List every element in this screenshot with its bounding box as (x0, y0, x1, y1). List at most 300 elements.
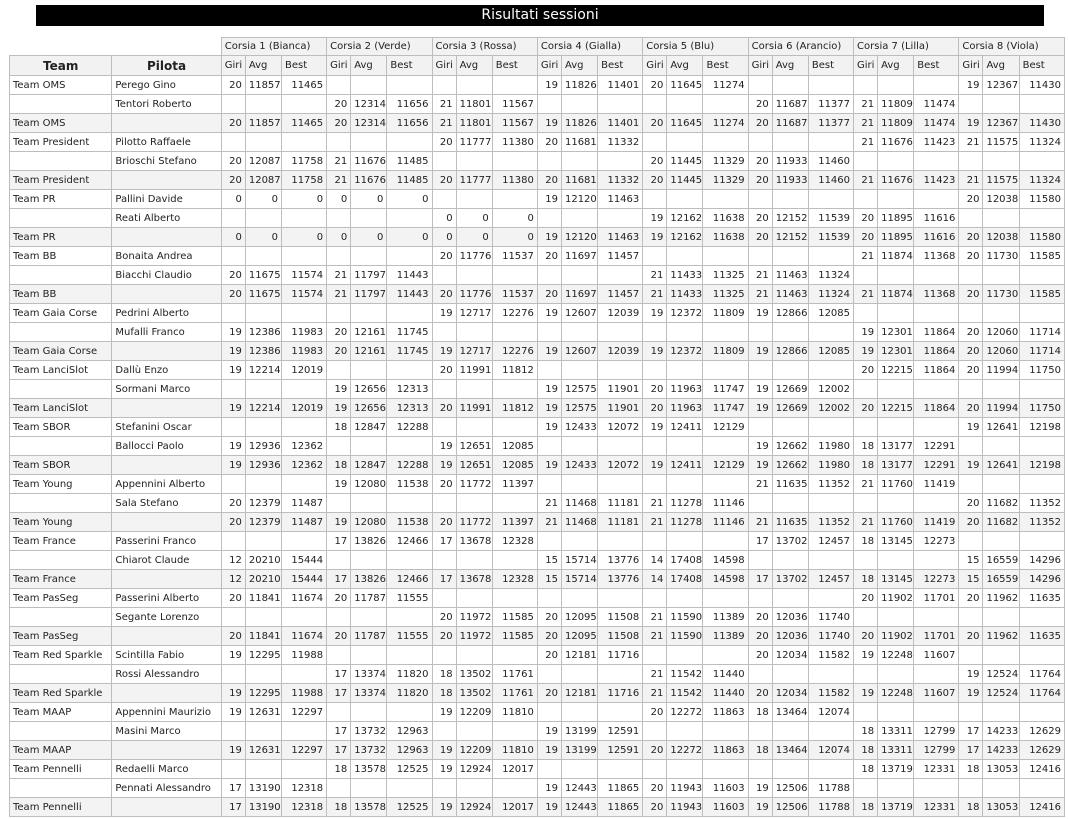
best-cell: 12362 (281, 456, 326, 475)
best-cell: 11430 (1019, 114, 1064, 133)
avg-cell (878, 779, 914, 798)
best-cell (598, 703, 643, 722)
best-cell: 12002 (808, 380, 853, 399)
laps-cell (748, 133, 772, 152)
team-cell: Team MAAP (10, 741, 112, 760)
avg-cell: 16559 (983, 570, 1019, 589)
best-cell: 11380 (492, 133, 537, 152)
best-cell: 11443 (387, 266, 432, 285)
laps-cell: 17 (327, 722, 351, 741)
avg-cell: 12295 (245, 646, 281, 665)
best-cell: 11607 (914, 684, 959, 703)
driver-row (10, 209, 1065, 228)
pilota-cell: Brioschi Stefano (112, 152, 221, 171)
best-cell: 12072 (598, 418, 643, 437)
avg-cell: 13464 (772, 703, 808, 722)
best-cell (703, 133, 748, 152)
best-cell (914, 665, 959, 684)
best-cell (598, 152, 643, 171)
best-cell: 11656 (387, 114, 432, 133)
laps-cell: 20 (959, 399, 983, 418)
avg-cell: 12036 (772, 608, 808, 627)
avg-cell (561, 152, 597, 171)
avg-cell: 11994 (983, 361, 1019, 380)
best-cell: 11419 (914, 513, 959, 532)
best-cell: 12085 (808, 342, 853, 361)
driver-row (10, 475, 1065, 494)
avg-cell: 11895 (878, 228, 914, 247)
best-cell (1019, 437, 1064, 456)
laps-cell: 19 (327, 399, 351, 418)
sub-column-header: Best (492, 56, 537, 76)
best-cell: 11761 (492, 665, 537, 684)
laps-cell (959, 380, 983, 399)
laps-cell: 21 (959, 133, 983, 152)
best-cell (598, 475, 643, 494)
best-cell: 11988 (281, 684, 326, 703)
best-cell: 11474 (914, 114, 959, 133)
best-cell: 11538 (387, 513, 432, 532)
avg-cell (561, 266, 597, 285)
laps-cell: 19 (748, 380, 772, 399)
laps-cell: 19 (537, 228, 561, 247)
pilota-cell: Reati Alberto (112, 209, 221, 228)
best-cell: 11674 (281, 589, 326, 608)
avg-cell: 11682 (983, 513, 1019, 532)
laps-cell: 20 (432, 608, 456, 627)
laps-cell (643, 475, 667, 494)
avg-cell: 12215 (878, 361, 914, 380)
best-cell: 11810 (492, 703, 537, 722)
best-cell (598, 589, 643, 608)
laps-cell: 19 (537, 399, 561, 418)
laps-cell: 20 (327, 589, 351, 608)
best-cell: 12074 (808, 741, 853, 760)
best-cell: 11463 (598, 190, 643, 209)
avg-cell: 12433 (561, 456, 597, 475)
laps-cell: 20 (221, 114, 245, 133)
laps-cell: 19 (854, 684, 878, 703)
best-cell: 11329 (703, 171, 748, 190)
best-cell: 11352 (808, 475, 853, 494)
laps-cell (327, 209, 351, 228)
avg-cell (245, 722, 281, 741)
best-cell (808, 665, 853, 684)
driver-row (10, 437, 1065, 456)
team-cell: Team France (10, 570, 112, 589)
avg-cell: 12631 (245, 741, 281, 760)
laps-cell (643, 323, 667, 342)
avg-cell (772, 494, 808, 513)
avg-cell: 11963 (667, 399, 703, 418)
avg-cell: 12866 (772, 342, 808, 361)
team-cell: Team President (10, 171, 112, 190)
pilota-cell (112, 513, 221, 532)
avg-cell (772, 589, 808, 608)
best-cell (914, 190, 959, 209)
best-cell: 11901 (598, 399, 643, 418)
laps-cell (854, 551, 878, 570)
best-cell: 11368 (914, 247, 959, 266)
avg-cell: 12656 (351, 399, 387, 418)
sub-column-header: Avg (667, 56, 703, 76)
best-cell: 11582 (808, 646, 853, 665)
laps-cell: 17 (959, 722, 983, 741)
best-cell: 12318 (281, 779, 326, 798)
best-cell: 12331 (914, 798, 959, 817)
avg-cell (456, 779, 492, 798)
avg-cell: 12214 (245, 361, 281, 380)
laps-cell: 20 (748, 627, 772, 646)
best-cell: 12017 (492, 798, 537, 817)
avg-cell: 12924 (456, 760, 492, 779)
best-cell (281, 95, 326, 114)
lane-header: Corsia 2 (Verde) (327, 38, 432, 56)
best-cell: 11864 (914, 323, 959, 342)
laps-cell: 20 (221, 285, 245, 304)
laps-cell (327, 779, 351, 798)
avg-cell: 13374 (351, 665, 387, 684)
best-cell: 11983 (281, 323, 326, 342)
best-cell (281, 304, 326, 323)
avg-cell: 0 (351, 228, 387, 247)
avg-cell (561, 532, 597, 551)
avg-cell: 12272 (667, 741, 703, 760)
laps-cell: 20 (221, 152, 245, 171)
laps-cell: 19 (748, 399, 772, 418)
avg-cell (456, 266, 492, 285)
laps-cell: 20 (854, 627, 878, 646)
laps-cell (854, 304, 878, 323)
team-cell: Team PR (10, 190, 112, 209)
avg-cell: 12386 (245, 323, 281, 342)
best-cell (808, 722, 853, 741)
best-cell: 11980 (808, 456, 853, 475)
laps-cell: 19 (748, 437, 772, 456)
laps-cell: 21 (748, 475, 772, 494)
laps-cell: 20 (748, 608, 772, 627)
best-cell: 11758 (281, 171, 326, 190)
best-cell: 11423 (914, 133, 959, 152)
laps-cell (221, 608, 245, 627)
best-cell: 11487 (281, 494, 326, 513)
sub-column-header: Avg (878, 56, 914, 76)
avg-cell: 12506 (772, 779, 808, 798)
avg-cell: 13502 (456, 684, 492, 703)
laps-cell (959, 703, 983, 722)
best-cell: 11555 (387, 627, 432, 646)
laps-cell: 20 (854, 361, 878, 380)
best-cell (1019, 703, 1064, 722)
best-cell (598, 665, 643, 684)
avg-cell (667, 475, 703, 494)
avg-cell: 16559 (983, 551, 1019, 570)
laps-cell (854, 703, 878, 722)
sub-column-header: Best (914, 56, 959, 76)
avg-cell: 12936 (245, 456, 281, 475)
laps-cell (537, 152, 561, 171)
avg-cell: 12314 (351, 114, 387, 133)
avg-cell: 13199 (561, 741, 597, 760)
laps-cell: 19 (537, 779, 561, 798)
avg-cell: 12524 (983, 665, 1019, 684)
pilota-cell: Perego Gino (112, 76, 221, 95)
laps-cell: 19 (959, 684, 983, 703)
laps-cell: 20 (959, 285, 983, 304)
laps-cell: 15 (537, 570, 561, 589)
laps-cell: 19 (537, 741, 561, 760)
avg-cell: 11787 (351, 589, 387, 608)
avg-cell (245, 133, 281, 152)
avg-cell: 13374 (351, 684, 387, 703)
laps-cell: 15 (959, 551, 983, 570)
team-cell (10, 779, 112, 798)
laps-cell (643, 437, 667, 456)
avg-cell (351, 76, 387, 95)
laps-cell: 21 (854, 475, 878, 494)
pilota-cell (112, 684, 221, 703)
avg-cell: 12367 (983, 114, 1019, 133)
avg-cell: 11991 (456, 399, 492, 418)
best-cell: 11329 (703, 152, 748, 171)
laps-cell: 20 (959, 513, 983, 532)
best-cell: 11812 (492, 361, 537, 380)
best-cell: 12318 (281, 798, 326, 817)
laps-cell: 21 (854, 114, 878, 133)
laps-cell: 20 (221, 627, 245, 646)
avg-cell (878, 304, 914, 323)
avg-cell: 11826 (561, 76, 597, 95)
avg-cell: 12248 (878, 646, 914, 665)
laps-cell (221, 304, 245, 323)
team-cell: Team BB (10, 285, 112, 304)
laps-cell: 17 (327, 741, 351, 760)
team-cell: Team Red Sparkle (10, 684, 112, 703)
laps-cell (432, 323, 456, 342)
laps-cell: 20 (221, 171, 245, 190)
best-cell: 11764 (1019, 665, 1064, 684)
laps-cell: 19 (537, 190, 561, 209)
laps-cell: 18 (327, 798, 351, 817)
pilota-cell: Sormani Marco (112, 380, 221, 399)
best-cell (387, 437, 432, 456)
sub-column-header: Giri (537, 56, 561, 76)
laps-cell: 17 (327, 532, 351, 551)
avg-cell: 12631 (245, 703, 281, 722)
laps-cell: 21 (327, 171, 351, 190)
avg-cell: 11809 (878, 114, 914, 133)
best-cell: 12291 (914, 456, 959, 475)
avg-cell: 12060 (983, 323, 1019, 342)
laps-cell: 21 (327, 285, 351, 304)
best-cell (703, 589, 748, 608)
sub-column-header: Best (808, 56, 853, 76)
laps-cell: 12 (221, 551, 245, 570)
avg-cell: 12641 (983, 418, 1019, 437)
laps-cell: 20 (643, 171, 667, 190)
team-cell: Team OMS (10, 114, 112, 133)
laps-cell (432, 551, 456, 570)
laps-cell: 21 (432, 95, 456, 114)
laps-cell: 20 (537, 646, 561, 665)
pilota-cell (112, 285, 221, 304)
avg-cell (772, 323, 808, 342)
best-cell: 11716 (598, 646, 643, 665)
avg-cell: 12036 (772, 627, 808, 646)
best-cell: 12328 (492, 532, 537, 551)
avg-cell (561, 209, 597, 228)
laps-cell (748, 589, 772, 608)
best-cell: 12629 (1019, 722, 1064, 741)
best-cell: 11635 (1019, 627, 1064, 646)
laps-cell: 19 (221, 684, 245, 703)
pilota-cell: Masini Marco (112, 722, 221, 741)
laps-cell: 20 (959, 342, 983, 361)
avg-cell: 12575 (561, 399, 597, 418)
avg-cell: 12034 (772, 646, 808, 665)
best-cell: 12525 (387, 798, 432, 817)
avg-cell: 11801 (456, 95, 492, 114)
laps-cell (221, 247, 245, 266)
best-cell: 12466 (387, 570, 432, 589)
avg-cell: 12669 (772, 399, 808, 418)
sub-column-header: Giri (854, 56, 878, 76)
page-title: Risultati sessioni (36, 5, 1044, 26)
laps-cell: 19 (959, 665, 983, 684)
avg-cell: 11468 (561, 513, 597, 532)
laps-cell (221, 760, 245, 779)
laps-cell: 20 (221, 76, 245, 95)
best-cell: 12297 (281, 703, 326, 722)
laps-cell: 17 (432, 532, 456, 551)
best-cell: 14598 (703, 570, 748, 589)
best-cell (808, 361, 853, 380)
best-cell (1019, 779, 1064, 798)
best-cell: 11352 (1019, 513, 1064, 532)
team-cell: Team SBOR (10, 418, 112, 437)
avg-cell (983, 209, 1019, 228)
laps-cell: 21 (643, 665, 667, 684)
laps-cell: 19 (537, 380, 561, 399)
laps-cell (432, 779, 456, 798)
team-cell (10, 323, 112, 342)
best-cell (598, 95, 643, 114)
avg-cell: 12651 (456, 437, 492, 456)
best-cell (914, 551, 959, 570)
best-cell: 11539 (808, 228, 853, 247)
laps-cell: 18 (854, 437, 878, 456)
best-cell: 11820 (387, 665, 432, 684)
laps-cell (959, 608, 983, 627)
best-cell (281, 247, 326, 266)
avg-cell: 13053 (983, 760, 1019, 779)
laps-cell: 18 (854, 570, 878, 589)
avg-cell (351, 646, 387, 665)
avg-cell (878, 76, 914, 95)
avg-cell (351, 304, 387, 323)
laps-cell (643, 532, 667, 551)
laps-cell (854, 266, 878, 285)
avg-cell (878, 551, 914, 570)
best-cell: 11812 (492, 399, 537, 418)
laps-cell: 20 (537, 684, 561, 703)
best-cell (492, 646, 537, 665)
avg-cell (878, 608, 914, 627)
best-cell (492, 323, 537, 342)
avg-cell (245, 608, 281, 627)
avg-cell (456, 418, 492, 437)
laps-cell: 19 (432, 456, 456, 475)
best-cell: 12198 (1019, 456, 1064, 475)
avg-cell (667, 247, 703, 266)
avg-cell: 13177 (878, 437, 914, 456)
laps-cell (221, 722, 245, 741)
best-cell: 11864 (914, 361, 959, 380)
driver-row (10, 646, 1065, 665)
avg-cell: 12443 (561, 798, 597, 817)
best-cell (387, 779, 432, 798)
driver-row (10, 361, 1065, 380)
avg-cell (878, 152, 914, 171)
best-cell (703, 475, 748, 494)
team-total-row (10, 798, 1065, 817)
avg-cell (561, 95, 597, 114)
laps-cell: 19 (537, 418, 561, 437)
avg-cell: 11933 (772, 152, 808, 171)
avg-cell: 11676 (878, 133, 914, 152)
laps-cell: 20 (748, 646, 772, 665)
avg-cell: 11697 (561, 285, 597, 304)
driver-row (10, 304, 1065, 323)
avg-cell (878, 190, 914, 209)
laps-cell (432, 266, 456, 285)
best-cell: 11585 (492, 627, 537, 646)
laps-cell: 20 (643, 152, 667, 171)
best-cell (281, 722, 326, 741)
avg-cell: 12506 (772, 798, 808, 817)
avg-cell (667, 361, 703, 380)
laps-cell: 19 (537, 76, 561, 95)
pilota-cell: Segante Lorenzo (112, 608, 221, 627)
best-cell: 11537 (492, 285, 537, 304)
avg-cell (456, 190, 492, 209)
driver-row (10, 323, 1065, 342)
best-cell: 11324 (808, 266, 853, 285)
team-cell (10, 722, 112, 741)
laps-cell: 17 (748, 570, 772, 589)
team-total-row (10, 741, 1065, 760)
laps-cell (327, 437, 351, 456)
lane-header-row (10, 38, 1065, 56)
best-cell: 11607 (914, 646, 959, 665)
pilota-cell (112, 342, 221, 361)
avg-cell: 11972 (456, 627, 492, 646)
best-cell: 12276 (492, 342, 537, 361)
laps-cell (643, 361, 667, 380)
laps-cell: 19 (748, 779, 772, 798)
laps-cell: 18 (327, 760, 351, 779)
laps-cell (537, 361, 561, 380)
avg-cell: 12717 (456, 304, 492, 323)
best-cell (387, 247, 432, 266)
lane-header: Corsia 1 (Bianca) (221, 38, 326, 56)
avg-cell: 13719 (878, 760, 914, 779)
avg-cell: 12152 (772, 228, 808, 247)
team-total-row (10, 285, 1065, 304)
best-cell: 12457 (808, 532, 853, 551)
avg-cell (456, 380, 492, 399)
laps-cell: 19 (221, 437, 245, 456)
